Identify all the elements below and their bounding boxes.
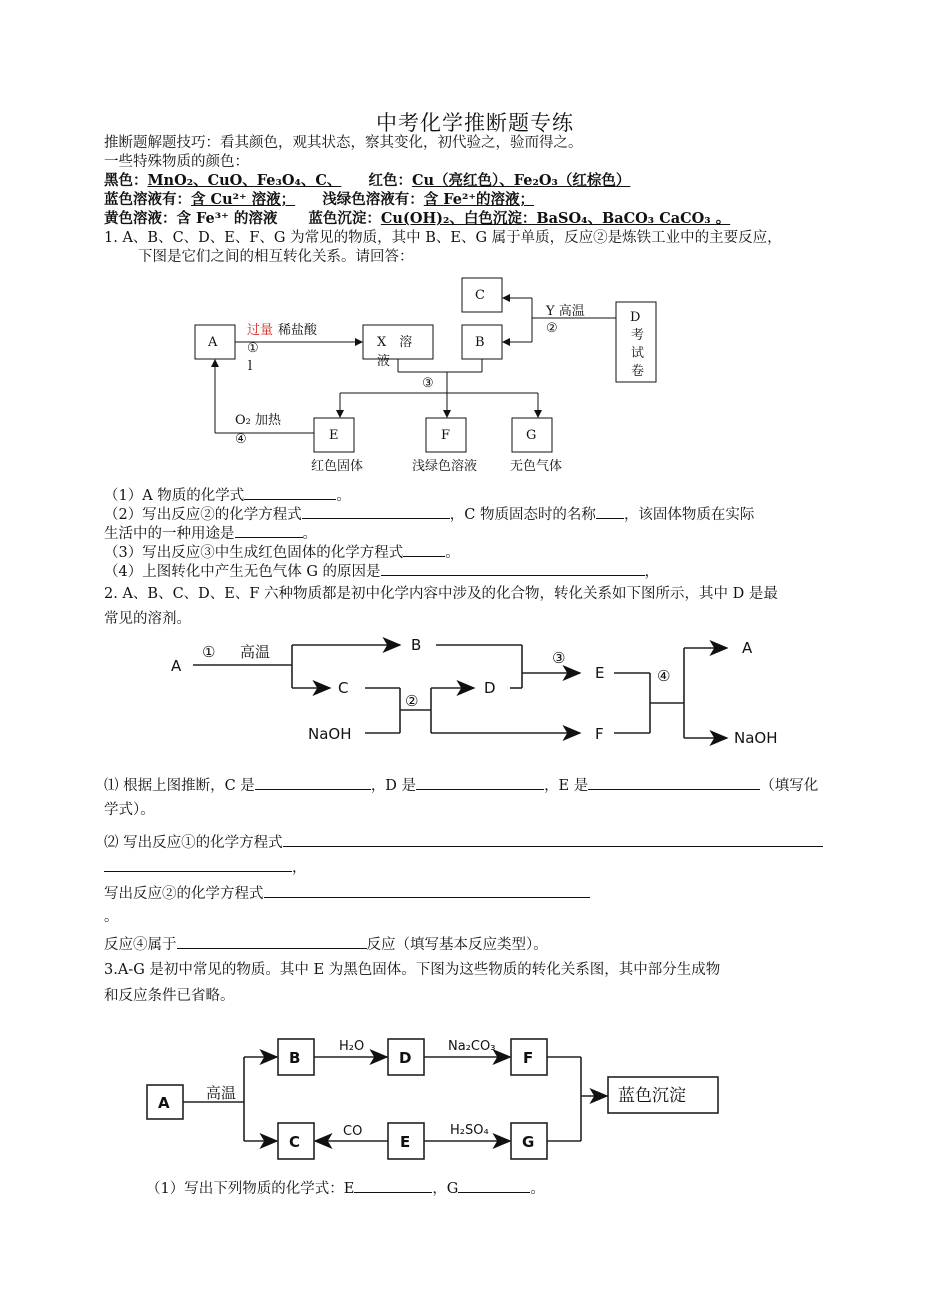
q1-caption-g: 无色气体 — [510, 459, 563, 474]
q1-answer-c-name[interactable] — [596, 504, 624, 519]
q2-a2: A — [742, 639, 753, 657]
q2-r3: ③ — [552, 649, 566, 667]
green-solution-label: 浅绿色溶液有： — [322, 191, 424, 208]
q1-label-f: F — [441, 428, 451, 443]
q1-box-e — [314, 418, 354, 452]
q2-part4: 反应④属于 反应（填写基本反应类型）。 — [104, 934, 548, 954]
q2-a: A — [171, 657, 182, 675]
q1-box-b — [462, 325, 502, 359]
q3-na2co3: Na₂CO₃ — [448, 1039, 496, 1054]
q2-naoh2: NaOH — [734, 729, 778, 747]
q2-e: E — [595, 664, 605, 682]
q1-r4: ④ — [235, 432, 247, 447]
q2-answer-c[interactable] — [255, 775, 371, 790]
q2-part3: 写出反应②的化学方程式 — [104, 883, 590, 903]
q2-r4: ④ — [657, 667, 671, 685]
q1-box-d — [616, 302, 656, 382]
q3-answer-g[interactable] — [458, 1178, 530, 1193]
q2-high-temp: 高温 — [240, 643, 271, 661]
q1-part2-cont: 生活中的一种用途是 。 — [104, 523, 317, 543]
q2-part1-cont: 学式）。 — [104, 802, 155, 818]
q2-answer-d[interactable] — [416, 775, 544, 790]
q3-co: CO — [343, 1124, 363, 1139]
q1-part1: （1）A 物质的化学式 。 — [104, 485, 351, 505]
q2-part3-end: 。 — [104, 909, 119, 925]
intro-tip: 推断题解题技巧：看其颜色，观其状态，察其变化，初代验之，验而得之。 — [104, 135, 583, 151]
blue-solution-label: 蓝色溶液有： — [104, 191, 191, 208]
blue-ppt-value: Cu(OH)₂、白色沉淀：BaSO₄、BaCO₃ CaCO₃ 。 — [380, 210, 731, 227]
q1-answer-eq3[interactable] — [403, 542, 445, 557]
q1-label-c: C — [475, 288, 485, 303]
q1-label-e: E — [329, 428, 339, 443]
q1-r1: ① — [247, 341, 259, 356]
intro-precipitate-line — [104, 210, 730, 228]
q1-answer-reason[interactable] — [381, 561, 645, 576]
blue-solution-value: 含 Cu²⁺ 溶液； — [191, 191, 296, 208]
q2-r2: ② — [405, 692, 419, 710]
q1-answer-eq2[interactable] — [302, 504, 450, 519]
q3-f: F — [523, 1049, 534, 1067]
q1-r2: ② — [546, 321, 558, 336]
page-title: 中考化学推断题专练 — [376, 111, 574, 135]
q3-b: B — [289, 1049, 301, 1067]
q2-answer-e[interactable] — [588, 775, 760, 790]
q2-naoh: NaOH — [308, 725, 352, 743]
red-value: Cu（亮红色）、Fe₂O₃（红棕色） — [411, 172, 631, 189]
red-label: 红色： — [368, 172, 412, 189]
q1-box-c — [462, 278, 502, 312]
q1-label-x: X 溶 — [377, 335, 413, 350]
q1-label-g: G — [526, 428, 537, 443]
q1-label-d1: D — [630, 310, 641, 325]
blue-ppt-label: 蓝色沉淀： — [308, 210, 381, 227]
q3-diagram — [147, 1039, 718, 1159]
q1-answer-a-formula[interactable] — [244, 485, 336, 500]
q2-answer-reaction-type[interactable] — [177, 934, 367, 949]
q3-a: A — [158, 1094, 170, 1112]
q2-f: F — [595, 725, 604, 743]
black-label: 黑色： — [104, 172, 148, 189]
q2-r1: ① — [202, 643, 216, 661]
q3-blue-ppt: 蓝色沉淀 — [618, 1086, 686, 1106]
q2-answer-eq1-cont[interactable] — [104, 857, 292, 872]
q1-label-d2: 考 — [631, 328, 645, 343]
q1-label-d4: 卷 — [631, 364, 645, 379]
q3-stem-line2: 和反应条件已省略。 — [104, 988, 235, 1004]
q1-r3: ③ — [422, 376, 434, 391]
q2-diagram — [193, 645, 727, 738]
q3-e: E — [400, 1133, 411, 1151]
q3-c: C — [289, 1133, 301, 1151]
q2-d: D — [484, 679, 496, 697]
q1-acid: 稀盐酸 — [278, 323, 318, 338]
q2-c: C — [338, 679, 349, 697]
q1-stem-line2: 下图是它们之间的相互转化关系。请回答： — [138, 249, 414, 265]
intro-black-line — [104, 172, 630, 190]
q3-h2o: H₂O — [339, 1039, 365, 1054]
q1-box-g — [512, 418, 552, 452]
q3-stem-line1: 3.A-G 是初中常见的物质。其中 E 为黑色固体。下图为这些物质的转化关系图，其中部分生成物 — [104, 962, 721, 978]
q1-label-a: A — [208, 335, 218, 350]
q2-b: B — [411, 636, 422, 654]
q1-part3: （3）写出反应③中生成红色固体的化学方程式 。 — [104, 542, 460, 562]
q1-box-a — [195, 325, 235, 359]
q1-r1-note: l — [248, 359, 253, 374]
q1-answer-use[interactable] — [235, 523, 303, 538]
q1-label-x2: 液 — [377, 354, 391, 369]
q2-stem-line1: 2. A、B、C、D、E、F 六种物质都是初中化学内容中涉及的化合物，转化关系如下图所示，其中 D 是最 — [104, 586, 778, 602]
q1-box-f — [426, 418, 466, 452]
q2-stem-line2: 常见的溶剂。 — [104, 611, 191, 627]
yellow-solution: 黄色溶液：含 Fe³⁺ 的溶液 — [104, 210, 278, 227]
q1-box-x — [363, 325, 433, 359]
q3-g: G — [522, 1133, 535, 1151]
q1-y-temp: Y 高温 — [546, 304, 585, 319]
intro-colors-head: 一些特殊物质的颜色： — [104, 154, 249, 170]
q3-answer-e[interactable] — [354, 1178, 432, 1193]
black-value: MnO₂、CuO、Fe₃O₄、C、 — [147, 172, 342, 189]
q2-answer-eq2[interactable] — [264, 883, 590, 898]
q1-label-b: B — [475, 335, 485, 350]
green-solution-value: 含 Fe²⁺的溶液； — [423, 191, 535, 208]
q1-caption-f: 浅绿色溶液 — [412, 459, 478, 474]
q2-part2-cont: ， — [104, 857, 307, 877]
q3-d: D — [399, 1049, 412, 1067]
q2-answer-eq1[interactable] — [283, 832, 823, 847]
q1-part4: （4）上图转化中产生无色气体 G 的原因是 ， — [104, 561, 659, 581]
q1-label-d3: 试 — [631, 346, 645, 361]
q3-part1: （1）写出下列物质的化学式：E ，G 。 — [146, 1178, 545, 1198]
q3-high-temp: 高温 — [206, 1084, 237, 1102]
q2-part2: ⑵ 写出反应①的化学方程式 — [104, 832, 823, 852]
q1-part2: （2）写出反应②的化学方程式 ，C 物质固态时的名称 ，该固体物质在实际 — [104, 504, 754, 524]
q1-o2-heat: O₂ 加热 — [235, 413, 282, 428]
q1-stem-line1: 1. A、B、C、D、E、F、G 为常见的物质，其中 B、E、G 属于单质，反应②是炼铁工业中的主要反应， — [104, 230, 782, 246]
q1-caption-e: 红色固体 — [311, 459, 364, 474]
q2-part1: ⑴ 根据上图推断，C 是 ，D 是 ，E 是 （填写化 — [104, 775, 818, 795]
q3-h2so4: H₂SO₄ — [450, 1123, 489, 1138]
q1-excess: 过量 — [247, 323, 274, 338]
intro-solution-line — [104, 191, 534, 209]
